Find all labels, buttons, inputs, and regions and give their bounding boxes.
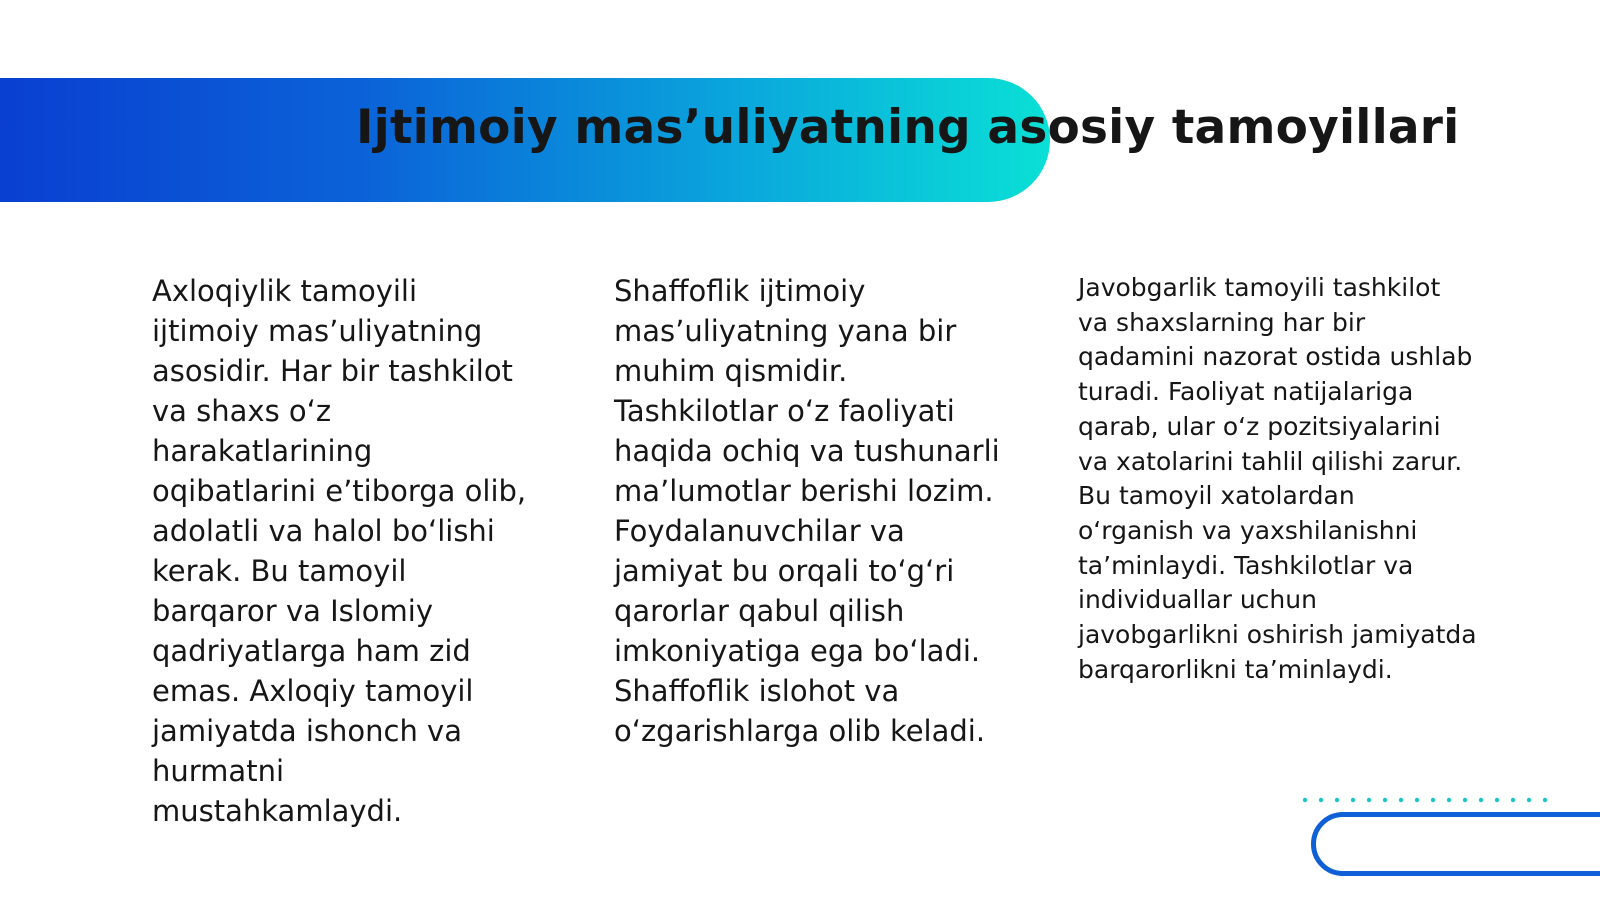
column-ethics-text: Axloqiylik tamoyili ijtimoiy mas’uliyatning asosidir. Har bir tashkilot va shaxs o‘z harakatlarining oqibatlarini e’tiborga olib, adolatli va halol bo‘lishi kerak. Bu tamoyil barqaror va Islomiy qadriyatlarga ham zid emas. Axloqiy tamoyil jamiyatda ishonch va hurmatni mustahkamlaydi.: [152, 274, 527, 828]
column-transparency-text: Shaffoflik ijtimoiy mas’uliyatning yana bir muhim qismidir. Tashkilotlar o‘z faoliyati haqida ochiq va tushunarli ma’lumotlar berishi lozim. Foydalanuvchilar va jamiyat bu orqali to‘g‘ri qarorlar qabul qilish imkoniyatiga ega bo‘ladi. Shaffoflik islohot va o‘zgarishlarga olib keladi.: [614, 274, 1000, 748]
column-accountability-text: Javobgarlik tamoyili tashkilot va shaxslarning har bir qadamini nazorat ostida ushlab turadi. Faoliyat natijalariga qarab, ular o‘z pozitsiyalarini va xatolarini tahlil qilishi zarur. Bu tamoyil xatolardan o‘rganish va yaxshilanishni ta’minlaydi. Tashkilotlar va individuallar uchun javobgarlikni oshirish jamiyatda barqarorlikni ta’minlaydi.: [1078, 273, 1477, 684]
decorative-pill-outline: [1311, 812, 1600, 876]
slide-title: Ijtimoiy mas’uliyatning asosiy tamoyillari: [356, 100, 1460, 155]
decorative-dots: [1300, 795, 1560, 805]
